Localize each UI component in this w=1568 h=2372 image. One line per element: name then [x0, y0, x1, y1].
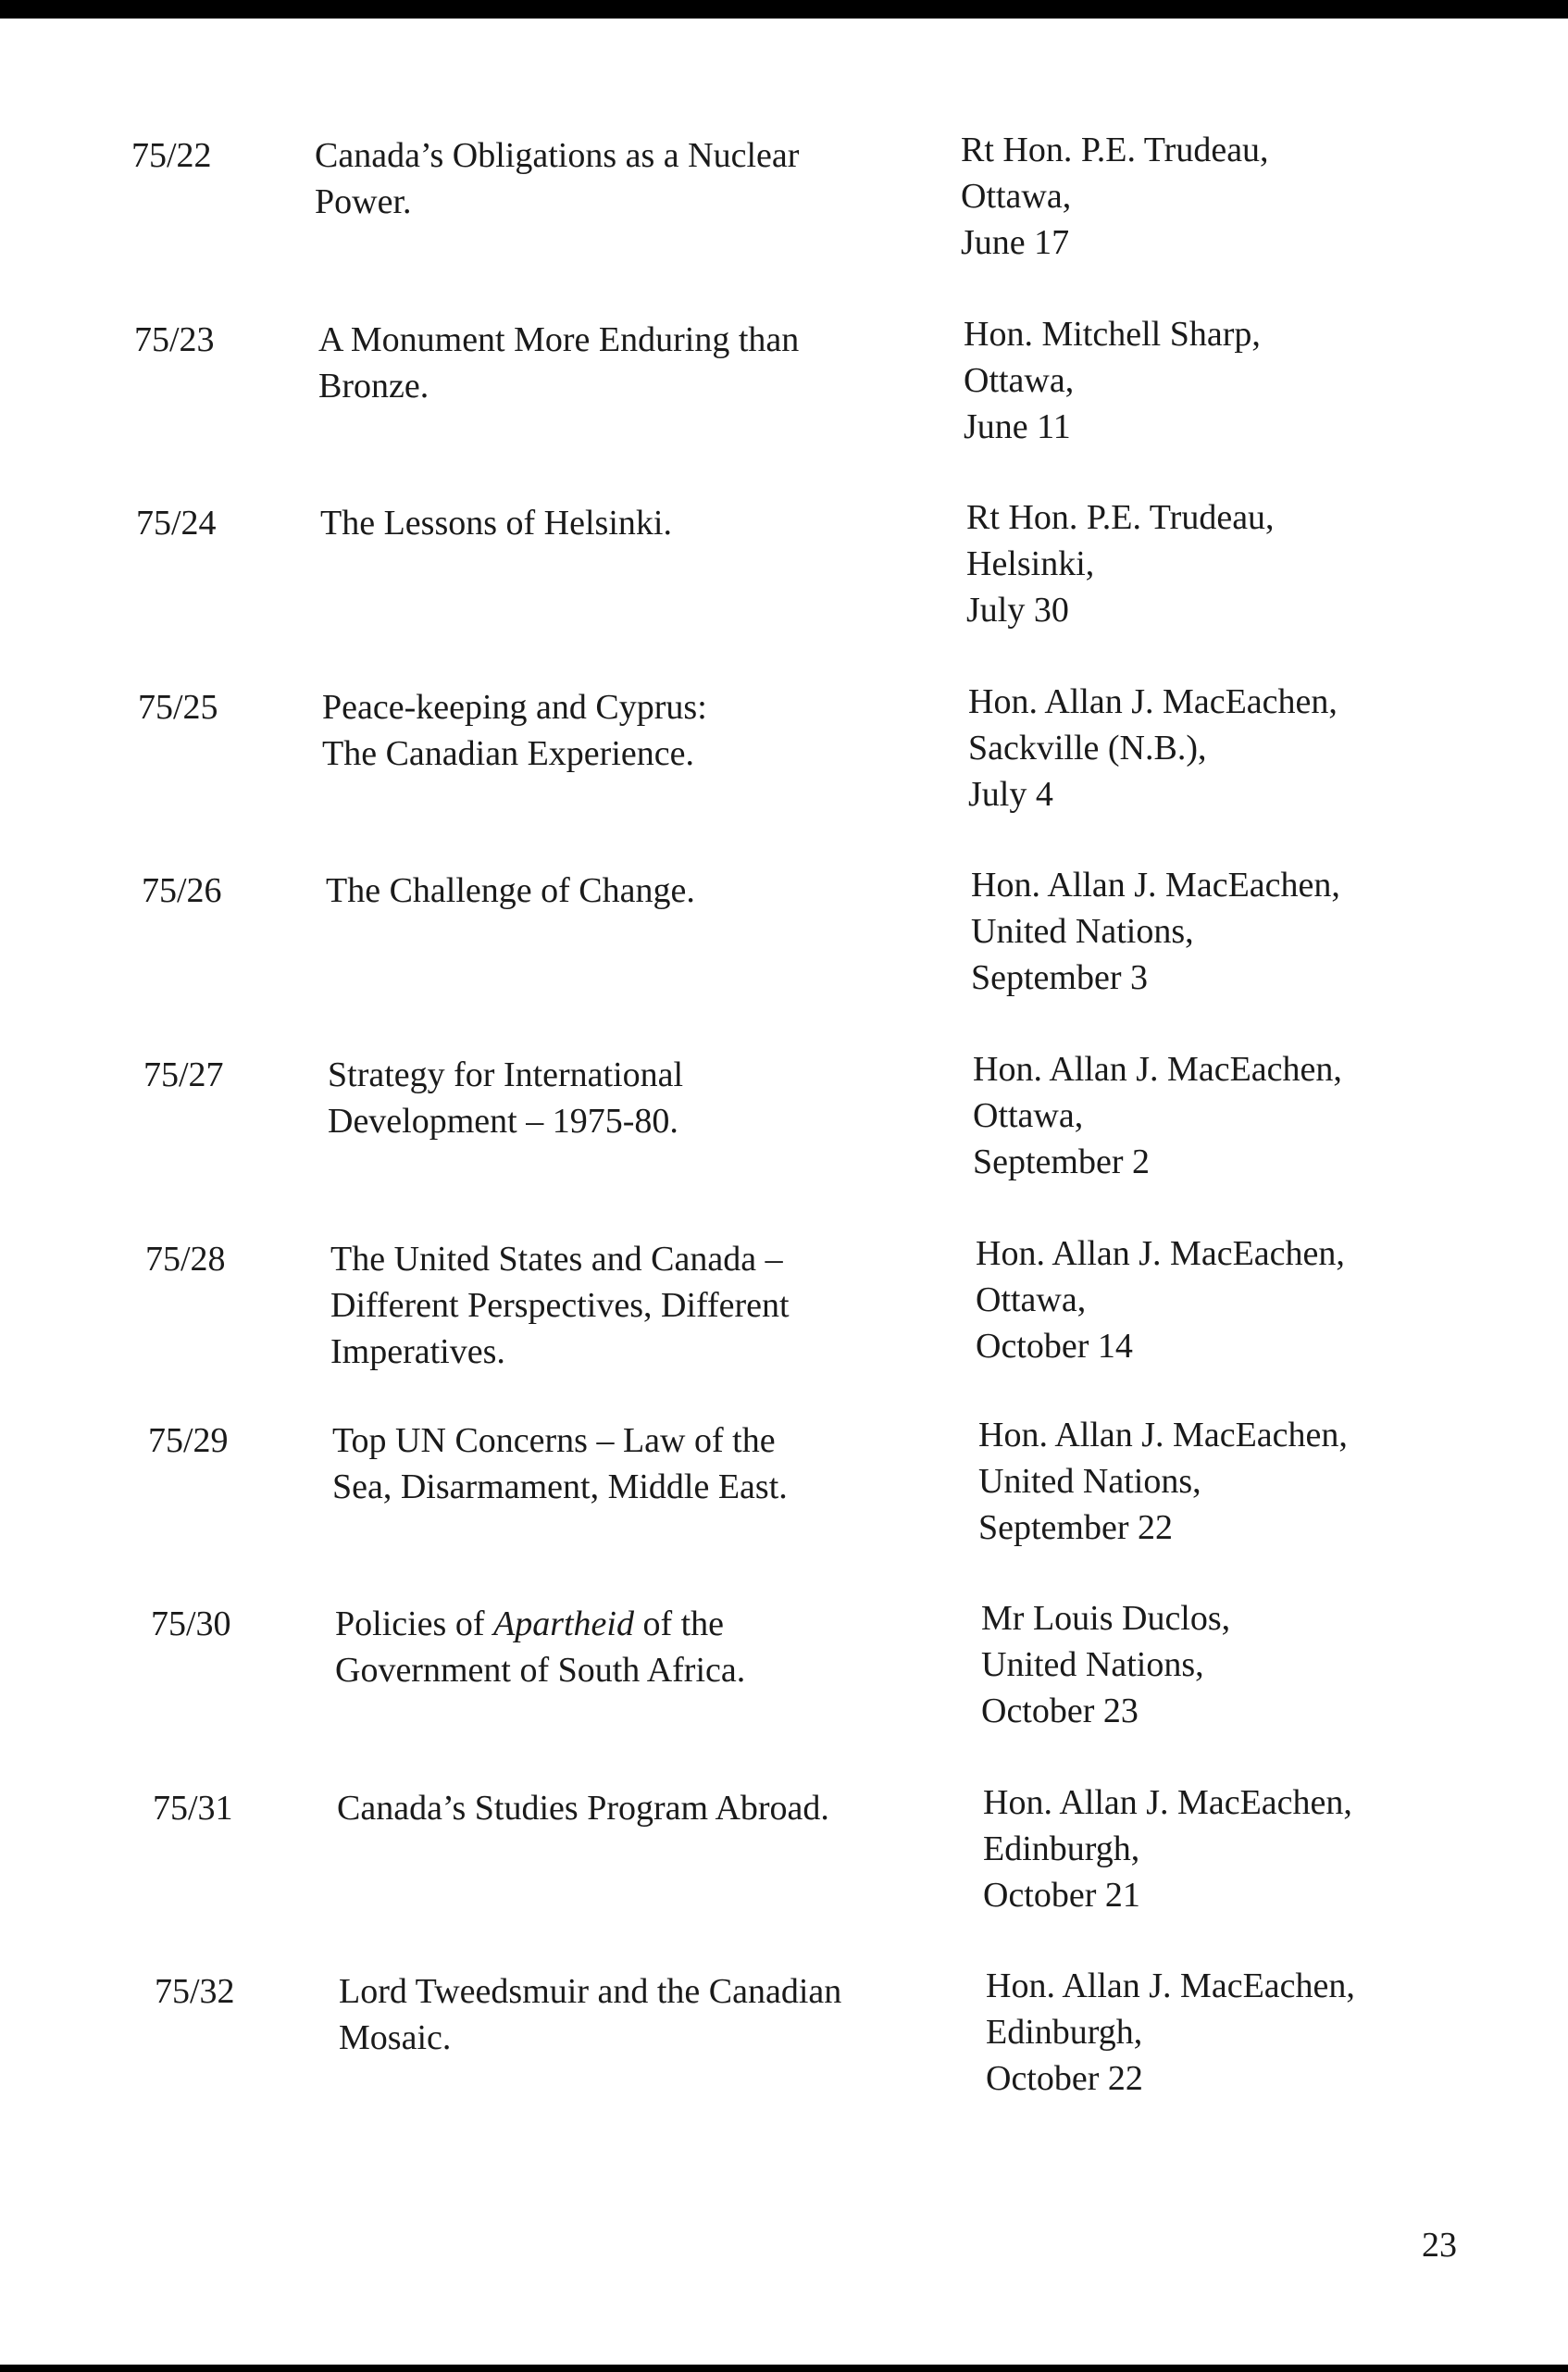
entry-title-line: The Lessons of Helsinki.: [320, 504, 672, 543]
entry-title: [330, 1236, 904, 1375]
entry-speaker-line: Rt Hon. P.E. Trudeau,: [961, 131, 1269, 169]
list-item: [0, 1785, 1568, 1961]
entry-speaker: [981, 1595, 1444, 1734]
entry-speaker-line: Helsinki,: [966, 544, 1095, 583]
entry-title: [320, 500, 894, 546]
entry-speaker-line: Hon. Allan J. MacEachen,: [973, 1050, 1342, 1089]
entry-speaker-line: Hon. Allan J. MacEachen,: [968, 682, 1338, 721]
entry-speaker: [961, 127, 1424, 266]
list-item: [0, 132, 1568, 308]
entry-title-line: The Canadian Experience.: [322, 734, 694, 773]
list-item: [0, 1052, 1568, 1228]
entry-speaker-line: Hon. Allan J. MacEachen,: [983, 1783, 1352, 1822]
entry-speaker-line: Ottawa,: [973, 1096, 1084, 1135]
entry-speaker-line: July 30: [966, 591, 1069, 630]
entry-speaker: [983, 1779, 1446, 1918]
entry-title-line: The Challenge of Change.: [326, 871, 695, 910]
entry-speaker-line: October 14: [976, 1327, 1133, 1366]
entry-number: 75/24: [136, 504, 217, 543]
entry-number: 75/23: [134, 320, 215, 359]
entry-title: [326, 868, 900, 914]
entry-title-line: Policies of Apartheid of the: [335, 1604, 725, 1643]
entry-speaker-line: June 17: [961, 223, 1070, 262]
entry-title-line: Different Perspectives, Different: [330, 1286, 790, 1325]
entry-speaker-line: United Nations,: [971, 912, 1194, 951]
list-item: [0, 684, 1568, 860]
entry-speaker-line: October 21: [983, 1876, 1140, 1915]
entry-speaker-line: Sackville (N.B.),: [968, 729, 1207, 768]
entry-speaker-line: June 11: [964, 407, 1071, 446]
entry-title-line: Bronze.: [318, 367, 429, 406]
entry-number: 75/27: [143, 1055, 224, 1094]
entry-title-line: Top UN Concerns – Law of the: [332, 1421, 776, 1460]
entry-title: [322, 684, 896, 777]
entry-number: 75/26: [142, 871, 222, 910]
entry-title-line: Government of South Africa.: [335, 1651, 746, 1690]
entry-title-line: The United States and Canada –: [330, 1240, 783, 1279]
entry-title-line: Strategy for International: [328, 1055, 684, 1094]
entry-speaker-line: Ottawa,: [961, 177, 1072, 216]
entry-number: 75/32: [155, 1972, 235, 2011]
list-item: [0, 868, 1568, 1043]
entry-speaker-line: United Nations,: [978, 1462, 1201, 1501]
entry-speaker-line: Edinburgh,: [983, 1829, 1140, 1868]
list-item: [0, 317, 1568, 493]
entry-number: 75/28: [145, 1240, 226, 1279]
entry-speaker: [964, 311, 1426, 450]
entry-speaker-line: September 22: [978, 1508, 1174, 1547]
entry-speaker: [968, 679, 1431, 818]
entry-speaker-line: Ottawa,: [976, 1280, 1087, 1319]
entry-speaker: [978, 1412, 1441, 1551]
entry-speaker-line: Mr Louis Duclos,: [981, 1599, 1231, 1638]
entry-title-line: Development – 1975-80.: [328, 1102, 678, 1141]
entry-speaker-line: Hon. Allan J. MacEachen,: [986, 1966, 1355, 2005]
entry-speaker-line: September 2: [973, 1142, 1151, 1181]
entry-title-line: Mosaic.: [339, 2018, 452, 2057]
entry-speaker-line: Ottawa,: [964, 361, 1075, 400]
entry-title: [335, 1601, 909, 1693]
scan-bottom-border: [0, 2365, 1568, 2372]
entry-number: 75/30: [151, 1604, 231, 1643]
entry-number: 75/31: [153, 1789, 233, 1828]
entry-speaker-line: Edinburgh,: [986, 2013, 1143, 2052]
entry-speaker-line: Rt Hon. P.E. Trudeau,: [966, 498, 1275, 537]
entry-title-line: Imperatives.: [330, 1332, 505, 1371]
entry-title: [328, 1052, 902, 1144]
entry-speaker: [986, 1963, 1449, 2102]
entry-speaker: [971, 862, 1434, 1001]
entry-speaker-line: October 22: [986, 2059, 1143, 2098]
entry-title: [337, 1785, 911, 1831]
entry-speaker-line: Hon. Mitchell Sharp,: [964, 315, 1261, 354]
entry-title: [315, 132, 889, 225]
entry-speaker-line: United Nations,: [981, 1645, 1204, 1684]
entry-speaker: [966, 494, 1429, 633]
entry-speaker-line: October 23: [981, 1692, 1139, 1730]
entry-speaker-line: Hon. Allan J. MacEachen,: [971, 866, 1340, 905]
entry-number: 75/25: [138, 688, 218, 727]
entry-speaker: [976, 1230, 1438, 1369]
page-number: 23: [1422, 2226, 1457, 2265]
list-item: [0, 1236, 1568, 1412]
entry-title-line: Peace-keeping and Cyprus:: [322, 688, 707, 727]
list-item: [0, 500, 1568, 676]
entry-speaker-line: September 3: [971, 958, 1149, 997]
entry-number: 75/22: [131, 136, 212, 175]
entry-speaker-line: Hon. Allan J. MacEachen,: [978, 1416, 1348, 1454]
entry-speaker-line: Hon. Allan J. MacEachen,: [976, 1234, 1345, 1273]
entry-speaker: [973, 1046, 1436, 1185]
entry-title: [332, 1417, 906, 1510]
list-item: [0, 1417, 1568, 1593]
entry-title: [318, 317, 892, 409]
entry-title-line: Canada’s Obligations as a Nuclear: [315, 136, 800, 175]
scan-top-border: [0, 0, 1568, 19]
entry-title-line: Lord Tweedsmuir and the Canadian: [339, 1972, 842, 2011]
entry-title-line: Power.: [315, 182, 412, 221]
entry-speaker-line: July 4: [968, 775, 1053, 814]
entry-title-line: A Monument More Enduring than: [318, 320, 800, 359]
italic-term: Apartheid: [492, 1604, 634, 1643]
list-item: [0, 1601, 1568, 1777]
entry-title: [339, 1968, 913, 2061]
entry-title-line: Sea, Disarmament, Middle East.: [332, 1467, 788, 1506]
entry-number: 75/29: [148, 1421, 229, 1460]
list-item: [0, 1968, 1568, 2144]
entry-title-line: Canada’s Studies Program Abroad.: [337, 1789, 829, 1828]
